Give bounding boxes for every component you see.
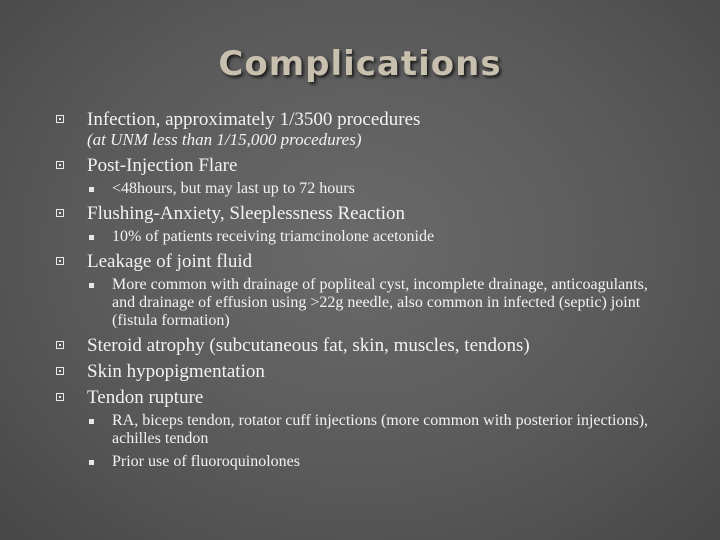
- bullet-text: Infection, approximately 1/3500 procedures: [87, 109, 421, 130]
- small-square-bullet-icon: [89, 235, 94, 240]
- bullet-item-flushing-anxiety: [56, 203, 676, 246]
- sub-bullet-list: [87, 412, 676, 471]
- square-bullet-icon: [56, 393, 64, 401]
- sub-bullet-text: More common with drainage of popliteal cyst, incomplete drainage, anticoagulants, and drainage of effusion using >22g needle, also common in infected (septic) joint (fistula formation): [112, 276, 648, 329]
- bullet-text: Skin hypopigmentation: [87, 361, 265, 382]
- sub-bullet-text: 10% of patients receiving triamcinolone acetonide: [112, 228, 435, 245]
- bullet-item-steroid-atrophy: [56, 335, 676, 356]
- square-bullet-icon: [56, 161, 64, 169]
- bullet-item-tendon-rupture: [56, 387, 676, 471]
- bullet-item-post-injection-flare: [56, 155, 676, 198]
- square-bullet-icon: [56, 341, 64, 349]
- bullet-text: Post-Injection Flare: [87, 155, 238, 176]
- sub-bullet-item: [87, 412, 652, 448]
- sub-bullet-item: [87, 180, 652, 198]
- square-bullet-icon: [56, 367, 64, 375]
- sub-bullet-text: Prior use of fluoroquinolones: [112, 453, 300, 470]
- bullet-text: Tendon rupture: [87, 387, 204, 408]
- bullet-item-infection: [56, 109, 676, 150]
- sub-bullet-text: <48hours, but may last up to 72 hours: [112, 180, 355, 197]
- bullet-text: Flushing-Anxiety, Sleeplessness Reaction: [87, 203, 406, 224]
- sub-bullet-list: [87, 228, 676, 246]
- sub-bullet-text: RA, biceps tendon, rotator cuff injections (more common with posterior injections), achilles tendon: [112, 412, 649, 447]
- slide-title: Complications: [218, 44, 502, 84]
- bullet-note: (at UNM less than 1/15,000 procedures): [87, 130, 362, 149]
- sub-bullet-list: [87, 180, 676, 198]
- slide-content: [56, 109, 676, 476]
- sub-bullet-list: [87, 276, 676, 330]
- square-bullet-icon: [56, 209, 64, 217]
- bullet-text: Leakage of joint fluid: [87, 251, 253, 272]
- sub-bullet-item: [87, 228, 652, 246]
- sub-bullet-item: [87, 453, 652, 471]
- small-square-bullet-icon: [89, 419, 94, 424]
- square-bullet-icon: [56, 115, 64, 123]
- small-square-bullet-icon: [89, 460, 94, 465]
- small-square-bullet-icon: [89, 187, 94, 192]
- bullet-item-leakage: [56, 251, 676, 330]
- square-bullet-icon: [56, 257, 64, 265]
- bullet-item-skin-hypopigmentation: [56, 361, 676, 382]
- small-square-bullet-icon: [89, 283, 94, 288]
- bullet-list: [56, 109, 676, 471]
- sub-bullet-item: [87, 276, 652, 330]
- bullet-text: Steroid atrophy (subcutaneous fat, skin, muscles, tendons): [87, 335, 530, 356]
